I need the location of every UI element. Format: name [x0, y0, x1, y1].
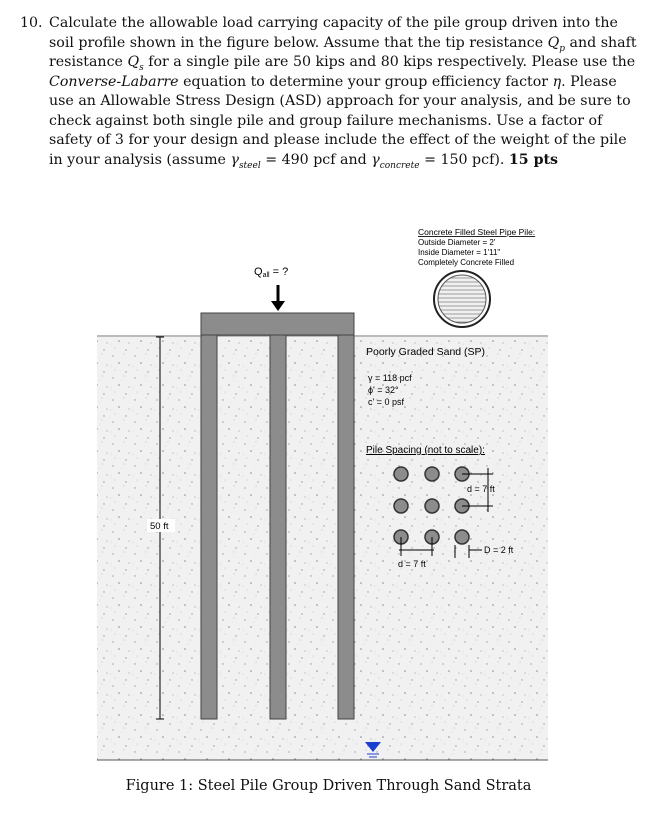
- plan-pile-1: [394, 467, 408, 481]
- pipe-concrete-core: [438, 275, 486, 323]
- soil-name: Poorly Graded Sand (SP): [366, 346, 486, 358]
- figure-caption: Figure 1: Steel Pile Group Driven Through Sand Strata: [125, 778, 532, 794]
- spacing-title: Pile Spacing (not to scale):: [366, 445, 485, 456]
- spacing-d-bottom: d = 7 ft: [398, 559, 426, 569]
- load-label: Qall = ?: [254, 266, 289, 279]
- pipe-line-3: Completely Concrete Filled: [418, 258, 515, 267]
- pipe-line-1: Outside Diameter = 2': [418, 238, 496, 247]
- pile-middle: [270, 335, 286, 719]
- soil-cohesion: c' = 0 psf: [368, 397, 404, 407]
- diameter-label: D = 2 ft: [484, 545, 514, 555]
- problem-text: Calculate the allowable load carrying capacity of the pile group driven into the soil profile shown in the figure below. Assume that the tip resistance $Q_p$ and shaft resistance $Q_s$ for a single pile are 50 kips and 80 kips respectively. Please use the Converse-Labarre equation to determine your group efficiency factor η. Please use an Allowable Stress Design (ASD) approach for your analysis, and be sure to check against both single pile and group failure mechanisms. Use a factor of safety of 3 for your design and please include the effect of the weight of the pile in your analysis (assume $\gamma_{steel} = 490$ pcf and $\gamma_{concrete} = 150$ pcf). 15 pts: [49, 15, 637, 171]
- soil-unit-weight: γ = 118 pcf: [368, 373, 412, 383]
- pile-right: [338, 335, 354, 719]
- soil-friction-angle: ϕ' = 32°: [368, 385, 399, 395]
- depth-label: 50 ft: [150, 521, 169, 532]
- plan-pile-5: [425, 499, 439, 513]
- pipe-title: Concrete Filled Steel Pipe Pile:: [418, 227, 536, 237]
- plan-pile-9: [455, 530, 469, 544]
- pile-cap: [201, 313, 354, 335]
- plan-pile-2: [425, 467, 439, 481]
- pile-left: [201, 335, 217, 719]
- sand-stratum: [97, 337, 548, 760]
- load-arrow-head: [271, 301, 285, 311]
- spacing-d-right: d = 7 ft: [467, 484, 495, 494]
- plan-pile-4: [394, 499, 408, 513]
- points-label: 15 pts: [508, 151, 559, 168]
- pile-plan-grid: [394, 467, 469, 544]
- pipe-line-2: Inside Diameter = 1'11": [418, 248, 501, 257]
- problem-number: 10.: [20, 15, 43, 31]
